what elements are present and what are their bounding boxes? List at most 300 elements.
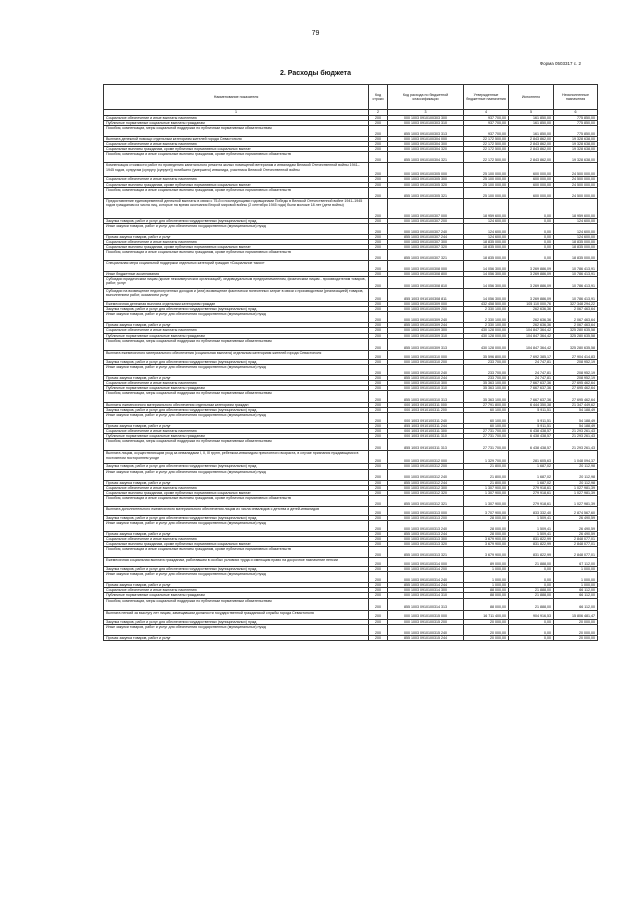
row-executed: 161 850,00 bbox=[509, 116, 554, 121]
row-unexecuted: 54 188,49 bbox=[554, 424, 598, 429]
row-approved: 21 800,00 bbox=[464, 469, 509, 480]
row-approved: 233 700,00 bbox=[464, 364, 509, 375]
row-line-code: 200 bbox=[369, 469, 388, 480]
row-line-code: 200 bbox=[369, 152, 388, 163]
row-line-code: 200 bbox=[369, 583, 388, 588]
row-approved: 430 128 000,00 bbox=[464, 338, 509, 350]
row-approved: 28 000,00 bbox=[464, 515, 509, 520]
row-expense-code: 000 1003 0910100304 000 bbox=[388, 137, 464, 142]
row-executed: 831 822,99 bbox=[509, 547, 554, 558]
row-expense-code: 000 1003 0910100314 240 bbox=[388, 572, 464, 583]
row-line-code: 200 bbox=[369, 364, 388, 375]
row-unexecuted: 24 500 000,00 bbox=[554, 177, 598, 182]
row-approved: 25 100 000,00 bbox=[464, 177, 509, 182]
row-expense-code: 000 1003 0910100312 320 bbox=[388, 490, 464, 495]
row-approved: 18 835 000,00 bbox=[464, 244, 509, 249]
column-index: 5 bbox=[509, 110, 554, 116]
header-unexecuted: Неисполненные назначения bbox=[554, 85, 598, 110]
row-line-code: 200 bbox=[369, 635, 388, 640]
row-approved: 124 600,00 bbox=[464, 234, 509, 239]
row-name: Пособия, компенсации и иные социальные выплаты гражданам, кроме публичных нормативных обязательств bbox=[104, 495, 369, 506]
row-expense-code: 000 1003 0910100305 000 bbox=[388, 163, 464, 177]
row-unexecuted: 1 048 094,37 bbox=[554, 451, 598, 464]
row-line-code: 200 bbox=[369, 506, 388, 515]
row-expense-code: 000 1003 0910100307 240 bbox=[388, 223, 464, 234]
row-line-code: 200 bbox=[369, 593, 388, 598]
row-line-code: 200 bbox=[369, 182, 388, 187]
row-unexecuted: 124 600,00 bbox=[554, 234, 598, 239]
row-name: Закупка товаров, работ и услуг для обеспечения государственных (муниципальных) нужд bbox=[104, 567, 369, 572]
row-name: Пособия, компенсации, меры социальной поддержки по публичным нормативным обязательствам bbox=[104, 598, 369, 610]
row-name: Социальное обеспечение и иные выплаты населению bbox=[104, 485, 369, 490]
row-approved: 22 172 500,00 bbox=[464, 142, 509, 147]
row-line-code: 200 bbox=[369, 402, 388, 407]
row-expense-code: 000 1003 0910100308 000 bbox=[388, 261, 464, 272]
row-approved: 18 835 000,00 bbox=[464, 250, 509, 261]
row-name: Социальное обеспечение и иные выплаты населению bbox=[104, 328, 369, 333]
row-unexecuted: 18 835 000,00 bbox=[554, 239, 598, 244]
row-unexecuted: 21 293 261,43 bbox=[554, 439, 598, 451]
row-name: Выплата лицам, осуществляющим уход за инвалидами I, II, III групп, ребенком-инвалидом преклонного возраста, в случае признания нуждающимся в постоянном постороннем уходе bbox=[104, 451, 369, 464]
row-line-code: 200 bbox=[369, 333, 388, 338]
row-line-code: 200 bbox=[369, 567, 388, 572]
row-approved: 1 307 900,00 bbox=[464, 495, 509, 506]
row-expense-code: 000 1003 0910100307 300 bbox=[388, 239, 464, 244]
table-body bbox=[104, 116, 598, 641]
row-unexecuted: 20 112,98 bbox=[554, 480, 598, 485]
row-expense-code: 855 1003 0910100313 321 bbox=[388, 547, 464, 558]
row-unexecuted: 10 786 413,91 bbox=[554, 261, 598, 272]
table-row bbox=[104, 364, 598, 375]
row-name: Иные закупки товаров, работ и услуг для обеспечения государственных (муниципальных) нужд bbox=[104, 413, 369, 424]
row-unexecuted: 18 835 000,00 bbox=[554, 244, 598, 249]
row-expense-code: 000 1003 0910100307 200 bbox=[388, 218, 464, 223]
row-line-code: 200 bbox=[369, 598, 388, 610]
row-approved: 35 363 100,00 bbox=[464, 390, 509, 402]
row-expense-code: 000 1003 0910100312 240 bbox=[388, 469, 464, 480]
table-row bbox=[104, 495, 598, 506]
row-executed: 24 747,81 bbox=[509, 364, 554, 375]
column-index: 6 bbox=[554, 110, 598, 116]
row-executed: 21 888,00 bbox=[509, 593, 554, 598]
row-executed: 279 918,61 bbox=[509, 495, 554, 506]
row-name: Выплата пенсий за выслугу лет лицам, замещавшим должности государственной гражданской службы города Севастополя bbox=[104, 610, 369, 619]
row-unexecuted: 27 695 462,64 bbox=[554, 390, 598, 402]
row-executed: 1 509,41 bbox=[509, 520, 554, 531]
row-expense-code: 855 1003 0910100311 244 bbox=[388, 424, 464, 429]
row-line-code: 200 bbox=[369, 480, 388, 485]
row-approved: 430 128 000,00 bbox=[464, 333, 509, 338]
row-executed: 831 822,99 bbox=[509, 542, 554, 547]
row-expense-code: 855 1003 0910100309 244 bbox=[388, 323, 464, 328]
header-line-code: Код строки bbox=[369, 85, 388, 110]
column-index: 4 bbox=[464, 110, 509, 116]
table-row bbox=[104, 469, 598, 480]
row-executed: 600 000,00 bbox=[509, 177, 554, 182]
row-line-code: 200 bbox=[369, 619, 388, 624]
row-line-code: 200 bbox=[369, 302, 388, 307]
row-expense-code: 855 1003 0910100315 244 bbox=[388, 635, 464, 640]
row-unexecuted: 26 490,59 bbox=[554, 520, 598, 531]
row-executed: 0,00 bbox=[509, 239, 554, 244]
row-expense-code: 855 1003 0910100303 313 bbox=[388, 126, 464, 137]
row-approved: 14 056 300,00 bbox=[464, 289, 509, 302]
row-approved: 1 000,00 bbox=[464, 583, 509, 588]
table-row bbox=[104, 223, 598, 234]
row-executed: 104 847 364,42 bbox=[509, 333, 554, 338]
row-executed: 6 438 438,57 bbox=[509, 439, 554, 451]
row-name: Публичные нормативные социальные выплаты гражданам bbox=[104, 385, 369, 390]
row-unexecuted: 20 000,00 bbox=[554, 624, 598, 635]
row-executed: 3 269 886,09 bbox=[509, 261, 554, 272]
row-approved: 233 700,00 bbox=[464, 359, 509, 364]
row-line-code: 200 bbox=[369, 451, 388, 464]
row-approved: 27 731 700,00 bbox=[464, 439, 509, 451]
row-approved: 124 600,00 bbox=[464, 218, 509, 223]
row-executed: 281 605,63 bbox=[509, 451, 554, 464]
row-executed: 0,00 bbox=[509, 635, 554, 640]
row-unexecuted: 775 850,00 bbox=[554, 121, 598, 126]
row-name: Закупка товаров, работ и услуг для обеспечения государственных (муниципальных) нужд bbox=[104, 515, 369, 520]
row-expense-code: 000 1003 0910100311 200 bbox=[388, 408, 464, 413]
row-line-code: 200 bbox=[369, 558, 388, 567]
row-expense-code: 000 1003 0910100311 000 bbox=[388, 402, 464, 407]
row-unexecuted: 19 328 638,00 bbox=[554, 147, 598, 152]
row-name: Социальное обеспечение и иные выплаты населению bbox=[104, 380, 369, 385]
row-unexecuted: 2 067 463,64 bbox=[554, 323, 598, 328]
row-executed: 7 667 637,36 bbox=[509, 380, 554, 385]
row-line-code: 200 bbox=[369, 244, 388, 249]
table-row bbox=[104, 187, 598, 198]
row-name: Пособия, компенсации и иные социальные выплаты гражданам, кроме публичных нормативных обязательств bbox=[104, 250, 369, 261]
row-executed: 0,00 bbox=[509, 250, 554, 261]
table-row bbox=[104, 413, 598, 424]
row-expense-code: 855 1003 0910100310 313 bbox=[388, 390, 464, 402]
row-name: Ежемесячная социальная выплата гражданам, работавшим в особых условиях труда и имеющим право на досрочное назначение пенсии bbox=[104, 558, 369, 567]
row-approved: 937 700,00 bbox=[464, 116, 509, 121]
row-name: Иные закупки товаров, работ и услуг для обеспечения государственных (муниципальных) нужд bbox=[104, 469, 369, 480]
row-executed: 104 847 364,42 bbox=[509, 338, 554, 350]
row-name: Субсидии на возмещение недополученных доходов и (или) возмещение фактически понесенных затрат в связи с производством (реализацией) товаров, выполнением работ, оказанием услуг bbox=[104, 289, 369, 302]
row-name: Социальные выплаты гражданам, кроме публичных нормативных социальных выплат bbox=[104, 147, 369, 152]
table-row bbox=[104, 547, 598, 558]
row-line-code: 200 bbox=[369, 439, 388, 451]
row-name: Прочая закупка товаров, работ и услуг bbox=[104, 375, 369, 380]
row-unexecuted: 208 952,19 bbox=[554, 364, 598, 375]
row-line-code: 200 bbox=[369, 187, 388, 198]
row-line-code: 200 bbox=[369, 588, 388, 593]
row-approved: 89 000,00 bbox=[464, 558, 509, 567]
row-unexecuted: 20 000,00 bbox=[554, 635, 598, 640]
row-name: Иные закупки товаров, работ и услуг для обеспечения государственных (муниципальных) нужд bbox=[104, 312, 369, 323]
row-expense-code: 000 1003 0910100309 310 bbox=[388, 333, 464, 338]
row-executed: 2 843 862,00 bbox=[509, 142, 554, 147]
row-unexecuted: 67 112,00 bbox=[554, 558, 598, 567]
row-expense-code: 000 1003 0910100311 300 bbox=[388, 429, 464, 434]
table-row bbox=[104, 277, 598, 289]
row-approved: 28 000,00 bbox=[464, 520, 509, 531]
row-executed: 24 747,81 bbox=[509, 375, 554, 380]
row-unexecuted: 2 067 463,64 bbox=[554, 312, 598, 323]
row-approved: 21 800,00 bbox=[464, 480, 509, 485]
row-expense-code: 000 1003 0910100303 310 bbox=[388, 121, 464, 126]
row-approved: 25 100 000,00 bbox=[464, 163, 509, 177]
row-approved: 27 731 700,00 bbox=[464, 429, 509, 434]
table-row bbox=[104, 312, 598, 323]
row-name: Публичные нормативные социальные выплаты гражданам bbox=[104, 333, 369, 338]
table-row bbox=[104, 558, 598, 567]
row-name: Закупка товаров, работ и услуг для обеспечения государственных (муниципальных) нужд bbox=[104, 408, 369, 413]
row-approved: 21 800,00 bbox=[464, 464, 509, 469]
row-approved: 3 679 900,00 bbox=[464, 542, 509, 547]
row-approved: 22 172 500,00 bbox=[464, 152, 509, 163]
row-executed: 1 509,41 bbox=[509, 531, 554, 536]
row-executed: 21 888,00 bbox=[509, 588, 554, 593]
row-approved: 25 100 000,00 bbox=[464, 182, 509, 187]
row-name: Закупка товаров, работ и услуг для обеспечения государственных (муниципальных) нужд bbox=[104, 359, 369, 364]
row-approved: 1 307 900,00 bbox=[464, 490, 509, 495]
row-expense-code: 855 1003 0910100313 244 bbox=[388, 531, 464, 536]
row-unexecuted: 26 490,59 bbox=[554, 531, 598, 536]
row-expense-code: 000 1003 0910100309 000 bbox=[388, 302, 464, 307]
table-header-row bbox=[104, 85, 598, 110]
table-row bbox=[104, 635, 598, 640]
table-row bbox=[104, 624, 598, 635]
row-name: Социальное обеспечение и иные выплаты населению bbox=[104, 177, 369, 182]
row-expense-code: 000 1003 0910100309 200 bbox=[388, 307, 464, 312]
row-unexecuted: 27 695 462,64 bbox=[554, 380, 598, 385]
row-expense-code: 000 1003 0910100307 320 bbox=[388, 244, 464, 249]
row-name: Прочая закупка товаров, работ и услуг bbox=[104, 323, 369, 328]
row-name: Закупка товаров, работ и услуг для обеспечения государственных (муниципальных) нужд bbox=[104, 307, 369, 312]
row-executed: 3 269 886,09 bbox=[509, 289, 554, 302]
row-executed: 262 636,36 bbox=[509, 307, 554, 312]
row-approved: 1 329 700,00 bbox=[464, 451, 509, 464]
row-executed: 279 918,61 bbox=[509, 485, 554, 490]
row-line-code: 200 bbox=[369, 307, 388, 312]
row-name: Субсидии юридическим лицам (кроме некоммерческих организаций), индивидуальным предпринимателям, физическим лицам - производителям товаров, работ, услуг bbox=[104, 277, 369, 289]
row-expense-code: 000 1003 0910100304 300 bbox=[388, 142, 464, 147]
row-unexecuted: 24 500 000,00 bbox=[554, 163, 598, 177]
row-unexecuted: 10 786 413,91 bbox=[554, 277, 598, 289]
row-executed: 2 843 862,00 bbox=[509, 152, 554, 163]
row-expense-code: 855 1003 0910100314 244 bbox=[388, 583, 464, 588]
table-row bbox=[104, 126, 598, 137]
row-name: Иные закупки товаров, работ и услуг для обеспечения государственных (муниципальных) нужд bbox=[104, 572, 369, 583]
row-expense-code: 000 1003 0910100315 240 bbox=[388, 624, 464, 635]
row-unexecuted: 26 490,59 bbox=[554, 515, 598, 520]
row-executed: 3 269 886,09 bbox=[509, 272, 554, 277]
row-expense-code: 000 1003 0910100315 000 bbox=[388, 610, 464, 619]
table-row bbox=[104, 198, 598, 218]
table-row bbox=[104, 390, 598, 402]
row-approved: 60 100,00 bbox=[464, 408, 509, 413]
row-expense-code: 000 1003 0910100313 200 bbox=[388, 515, 464, 520]
row-executed: 0,00 bbox=[509, 572, 554, 583]
row-approved: 18 835 000,00 bbox=[464, 239, 509, 244]
row-executed: 6 444 350,38 bbox=[509, 402, 554, 407]
row-approved: 16 711 400,00 bbox=[464, 610, 509, 619]
row-executed: 262 636,36 bbox=[509, 312, 554, 323]
table-row bbox=[104, 451, 598, 464]
row-line-code: 200 bbox=[369, 515, 388, 520]
row-unexecuted: 124 600,00 bbox=[554, 223, 598, 234]
row-approved: 88 000,00 bbox=[464, 593, 509, 598]
row-line-code: 200 bbox=[369, 142, 388, 147]
row-expense-code: 855 1003 0910100305 321 bbox=[388, 187, 464, 198]
row-approved: 432 458 500,00 bbox=[464, 302, 509, 307]
row-line-code: 200 bbox=[369, 542, 388, 547]
row-expense-code: 000 1003 0910100311 240 bbox=[388, 413, 464, 424]
row-approved: 2 330 100,00 bbox=[464, 307, 509, 312]
header-executed: Исполнено bbox=[509, 85, 554, 110]
row-expense-code: 000 1003 0910100310 000 bbox=[388, 350, 464, 359]
row-executed: 831 822,99 bbox=[509, 537, 554, 542]
header-approved: Утвержденные бюджетные назначения bbox=[464, 85, 509, 110]
row-name: Социальные выплаты гражданам, кроме публичных нормативных социальных выплат bbox=[104, 542, 369, 547]
table-row bbox=[104, 261, 598, 272]
row-unexecuted: 15 806 481,47 bbox=[554, 610, 598, 619]
row-name: Прочая закупка товаров, работ и услуг bbox=[104, 234, 369, 239]
row-executed: 104 847 364,42 bbox=[509, 328, 554, 333]
row-line-code: 200 bbox=[369, 250, 388, 261]
row-unexecuted: 208 952,19 bbox=[554, 375, 598, 380]
row-line-code: 200 bbox=[369, 424, 388, 429]
row-executed: 0,00 bbox=[509, 234, 554, 239]
row-executed: 0,00 bbox=[509, 198, 554, 218]
row-approved: 20 000,00 bbox=[464, 619, 509, 624]
expenditure-table bbox=[103, 84, 598, 641]
row-expense-code: 000 1003 0910100314 000 bbox=[388, 558, 464, 567]
row-executed: 5 911,51 bbox=[509, 424, 554, 429]
row-name: Пособия, компенсации и иные социальные выплаты гражданам, кроме публичных нормативных обязательств bbox=[104, 547, 369, 558]
row-approved: 35 363 100,00 bbox=[464, 380, 509, 385]
row-name: Публичные нормативные социальные выплаты гражданам bbox=[104, 121, 369, 126]
row-unexecuted: 27 904 414,83 bbox=[554, 350, 598, 359]
row-unexecuted: 124 600,00 bbox=[554, 218, 598, 223]
row-unexecuted: 20 112,98 bbox=[554, 464, 598, 469]
row-unexecuted: 1 000,00 bbox=[554, 583, 598, 588]
row-executed: 1 509,41 bbox=[509, 515, 554, 520]
row-name: Прочая закупка товаров, работ и услуг bbox=[104, 480, 369, 485]
row-expense-code: 855 1003 0910100311 313 bbox=[388, 439, 464, 451]
row-name: Закупка товаров, работ и услуг для обеспечения государственных (муниципальных) нужд bbox=[104, 218, 369, 223]
row-expense-code: 000 1003 0910100305 300 bbox=[388, 177, 464, 182]
row-executed: 21 888,00 bbox=[509, 598, 554, 610]
row-unexecuted: 2 874 567,60 bbox=[554, 506, 598, 515]
table-row bbox=[104, 439, 598, 451]
row-name: Публичные нормативные социальные выплаты гражданам bbox=[104, 593, 369, 598]
row-approved: 124 600,00 bbox=[464, 223, 509, 234]
row-unexecuted: 775 850,00 bbox=[554, 116, 598, 121]
row-unexecuted: 10 786 413,91 bbox=[554, 289, 598, 302]
row-unexecuted: 24 500 000,00 bbox=[554, 182, 598, 187]
row-unexecuted: 1 000,00 bbox=[554, 567, 598, 572]
row-name: Выплата денежной помощи отдельным категориям жителей города Севастополя bbox=[104, 137, 369, 142]
row-executed: 0,00 bbox=[509, 223, 554, 234]
row-approved: 22 172 500,00 bbox=[464, 137, 509, 142]
row-unexecuted: 19 328 638,00 bbox=[554, 137, 598, 142]
row-unexecuted: 2 848 077,01 bbox=[554, 542, 598, 547]
row-line-code: 200 bbox=[369, 163, 388, 177]
row-expense-code: 000 1003 0910100314 310 bbox=[388, 593, 464, 598]
row-line-code: 200 bbox=[369, 137, 388, 142]
column-index: 3 bbox=[388, 110, 464, 116]
row-line-code: 200 bbox=[369, 359, 388, 364]
table-row bbox=[104, 289, 598, 302]
row-line-code: 200 bbox=[369, 380, 388, 385]
row-name: Закупка товаров, работ и услуг для обеспечения государственных (муниципальных) нужд bbox=[104, 464, 369, 469]
row-name: Социальное обеспечение и иные выплаты населению bbox=[104, 588, 369, 593]
row-name: Пособия, компенсации, меры социальной поддержки по публичным нормативным обязательствам bbox=[104, 126, 369, 137]
row-line-code: 200 bbox=[369, 177, 388, 182]
row-name: Ежемесячная денежная выплата отдельным категориям граждан bbox=[104, 302, 369, 307]
row-unexecuted: 20 112,98 bbox=[554, 469, 598, 480]
table-row bbox=[104, 506, 598, 515]
table-row bbox=[104, 163, 598, 177]
row-unexecuted: 2 848 077,01 bbox=[554, 547, 598, 558]
row-expense-code: 855 1003 0910100308 811 bbox=[388, 289, 464, 302]
row-executed: 904 916,53 bbox=[509, 610, 554, 619]
row-approved: 14 056 300,00 bbox=[464, 277, 509, 289]
row-expense-code: 000 1003 0910100309 300 bbox=[388, 328, 464, 333]
row-name: Социальное обеспечение и иные выплаты населению bbox=[104, 429, 369, 434]
row-line-code: 200 bbox=[369, 323, 388, 328]
row-unexecuted: 325 280 635,58 bbox=[554, 338, 598, 350]
row-expense-code: 855 1003 0910100314 313 bbox=[388, 598, 464, 610]
row-expense-code: 000 1003 0910100313 000 bbox=[388, 506, 464, 515]
row-unexecuted: 325 280 635,58 bbox=[554, 333, 598, 338]
row-name: Публичные нормативные социальные выплаты гражданам bbox=[104, 434, 369, 439]
header-name: Наименование показателя bbox=[104, 85, 369, 110]
row-name: Иные закупки товаров, работ и услуг для обеспечения государственных (муниципальных) нужд bbox=[104, 624, 369, 635]
row-line-code: 200 bbox=[369, 121, 388, 126]
row-line-code: 200 bbox=[369, 223, 388, 234]
row-expense-code: 000 1003 0910100314 200 bbox=[388, 567, 464, 572]
row-expense-code: 000 1003 0910100307 000 bbox=[388, 198, 464, 218]
row-expense-code: 855 1003 0910100307 244 bbox=[388, 234, 464, 239]
row-name: Социальное обеспечение и иные выплаты населению bbox=[104, 239, 369, 244]
row-line-code: 200 bbox=[369, 531, 388, 536]
row-line-code: 200 bbox=[369, 147, 388, 152]
row-name: Прочая закупка товаров, работ и услуг bbox=[104, 424, 369, 429]
row-executed: 279 918,61 bbox=[509, 490, 554, 495]
row-line-code: 200 bbox=[369, 624, 388, 635]
row-name: Выплата дополнительного ежемесячного материального обеспечения лицам из числа инвалидов с детства и детей-инвалидов bbox=[104, 506, 369, 515]
row-executed: 105 110 000,76 bbox=[509, 302, 554, 307]
row-line-code: 200 bbox=[369, 261, 388, 272]
row-expense-code: 855 1003 0910100304 321 bbox=[388, 152, 464, 163]
row-line-code: 200 bbox=[369, 610, 388, 619]
row-name: Социальные выплаты гражданам, кроме публичных нормативных социальных выплат bbox=[104, 490, 369, 495]
row-line-code: 200 bbox=[369, 272, 388, 277]
row-unexecuted: 54 188,49 bbox=[554, 413, 598, 424]
row-executed: 0,00 bbox=[509, 583, 554, 588]
row-name: Пособия, компенсации и иные социальные выплаты гражданам, кроме публичных нормативных обязательств bbox=[104, 187, 369, 198]
row-line-code: 200 bbox=[369, 429, 388, 434]
row-approved: 430 128 000,00 bbox=[464, 328, 509, 333]
row-unexecuted: 24 500 000,00 bbox=[554, 187, 598, 198]
row-unexecuted: 1 027 981,39 bbox=[554, 490, 598, 495]
row-unexecuted: 10 786 413,91 bbox=[554, 272, 598, 277]
table-row bbox=[104, 520, 598, 531]
row-name: Пособия, компенсации, меры социальной поддержки по публичным нормативным обязательствам bbox=[104, 439, 369, 451]
row-name: Выплаты ежемесячного материального обеспечения отдельным категориям граждан bbox=[104, 402, 369, 407]
row-executed: 0,00 bbox=[509, 218, 554, 223]
row-line-code: 200 bbox=[369, 375, 388, 380]
row-approved: 2 330 100,00 bbox=[464, 312, 509, 323]
column-index: 1 bbox=[104, 110, 369, 116]
